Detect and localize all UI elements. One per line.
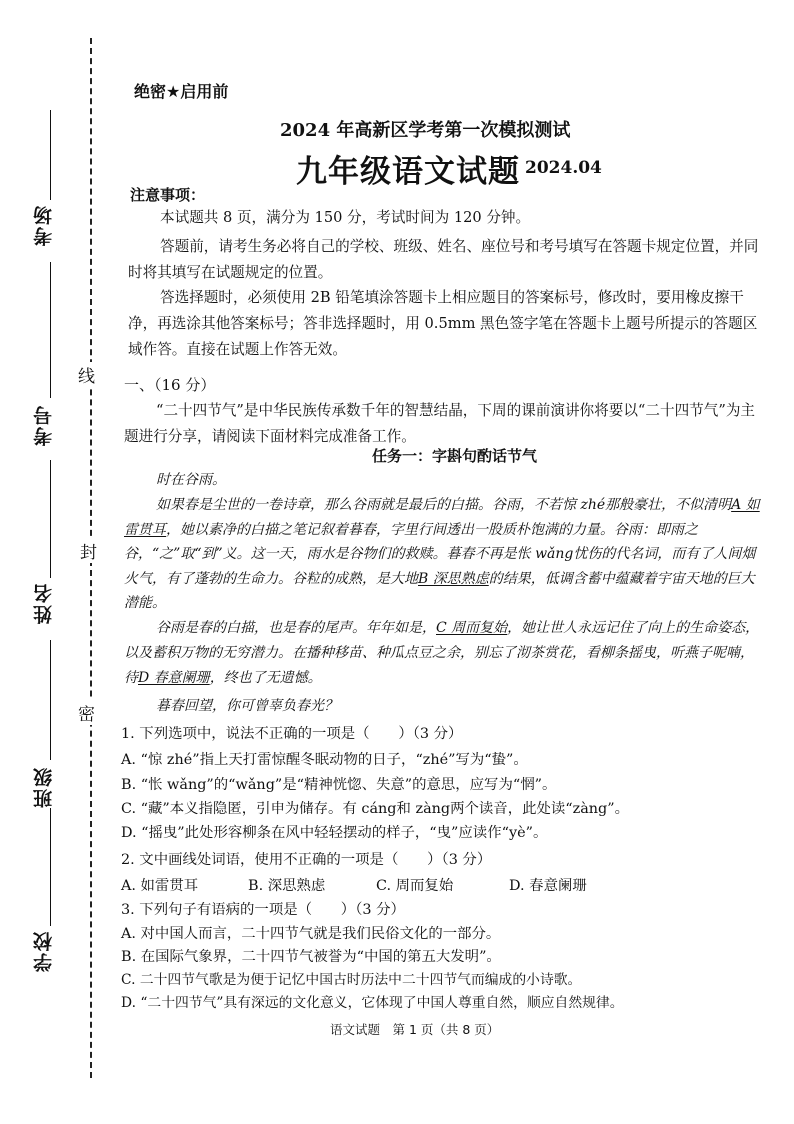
name-blank-line[interactable] — [50, 460, 51, 578]
para2-part-b: ，她让世人永远记住了向上的生命姿态，以及蓄积万物的无穷潜力。在播种移苗、种瓜点豆之余，别忘了沏茶赏花，看柳条摇曳，听燕子呢喃，待 — [124, 620, 760, 686]
seal-char-mi: 密 — [78, 700, 95, 725]
para2-part-c: ，终也了无遗憾。 — [209, 670, 322, 686]
class-label: 班级 — [33, 766, 55, 808]
q2-option-a[interactable]: A. 如雷贯耳 — [121, 878, 199, 894]
underlined-phrase-c: C 周而复始 — [436, 620, 508, 636]
class-blank-line[interactable] — [50, 640, 51, 760]
q1-option-d[interactable]: D. “摇曳”此处形容柳条在风中轻轻摆动的样子，“曳”应读作“yè”。 — [121, 825, 548, 841]
room-blank-line[interactable] — [50, 110, 51, 200]
q3-option-b[interactable]: B. 在国际气象界，二十四节气被誉为“中国的第五大发明”。 — [121, 949, 501, 965]
underlined-phrase-a: A 如雷贯耳 — [124, 497, 760, 538]
para1-part-a: 如果春是尘世的一卷诗章，那么谷雨就是最后的白描。谷雨，不若惊 zhé那般豪壮，不似清明 — [156, 497, 732, 513]
page-footer: 语文试题 第 1 页（共 8 页） — [330, 1022, 500, 1037]
notice-paragraph-2: 答题前，请考生务必将自己的学校、班级、姓名、座位号和考号填写在答题卡规定位置，并同时将其填写在试题规定的位置。 — [128, 238, 759, 281]
para2-part-a: 谷雨是春的白描，也是春的尾声。年年如是， — [156, 620, 436, 636]
school-label: 学校 — [33, 930, 55, 972]
q2-stem: 2. 文中画线处词语，使用不正确的一项是（ ）（3 分） — [121, 852, 492, 868]
q1-option-a[interactable]: A. “惊 zhé”指上天打雷惊醒冬眠动物的日子，“zhé”写为“蛰”。 — [121, 752, 528, 768]
q2-option-c[interactable]: C. 周而复始 — [376, 878, 454, 894]
q3-option-a[interactable]: A. 对中国人而言，二十四节气就是我们民俗文化的一部分。 — [121, 926, 501, 942]
passage-paragraph-3: 暮春回望，你可曾辜负春光？ — [156, 698, 338, 714]
notice-heading: 注意事项： — [130, 186, 206, 204]
q1-stem: 1. 下列选项中，说法不正确的一项是（ ）（3 分） — [121, 726, 463, 742]
notice-paragraph-1: 本试题共 8 页，满分为 150 分，考试时间为 120 分钟。 — [160, 209, 531, 226]
q1-option-b[interactable]: B. “怅 wǎng”的“wǎng”是“精神恍惚、失意”的意思，应写为“惘”。 — [121, 777, 557, 793]
room-label: 考场 — [33, 204, 55, 246]
q2-option-b[interactable]: B. 深思熟虑 — [248, 878, 326, 894]
name-label: 姓名 — [33, 582, 55, 624]
underlined-phrase-b: B 深思熟虑 — [418, 570, 489, 587]
exam-no-blank-line[interactable] — [50, 262, 51, 398]
para1-part-c: 的结果，低调含蓄中蕴藏着宇宙天地的巨大潜能。 — [124, 570, 755, 611]
q3-option-c[interactable]: C. 二十四节气歌是为便于记忆中国古时历法中二十四节气而编成的小诗歌。 — [121, 972, 582, 988]
exam-no-label: 考号 — [33, 404, 55, 446]
notice-paragraph-3: 答选择题时，必须使用 2B 铅笔填涂答题卡上相应题目的答案标号，修改时，要用橡皮擦干净，再选涂其他答案标号；答非选择题时，用 0.5mm 黑色签字笔在答题卡上题号所提示的答题区域作答。直接在试题上作答无效。 — [128, 289, 758, 358]
section-intro: “二十四节气”是中华民族传承数千年的智慧结晶，下周的课前演讲你将要以“二十四节气”为主题进行分享，请阅读下面材料完成准备工作。 — [124, 402, 756, 445]
underlined-phrase-d: D 春意阑珊 — [138, 670, 210, 686]
task-title: 任务一：字斟句酌话节气 — [372, 447, 538, 465]
passage-paragraph-2 — [124, 616, 764, 691]
para1-part-b: ，她以素净的白描之笔记叙着暮春，字里行间透出一股质朴饱满的力量。谷雨：即雨之谷，“之”取“到”义。这一天，雨水是谷物们的救赎。暮春不再是怅 wǎng忧伤的代名词，而有了人间烟火气，有了蓬勃的生命力。谷粒的成熟，是大地 — [124, 521, 756, 587]
section-heading: 一、（16 分） — [124, 376, 216, 394]
passage-paragraph-1 — [124, 493, 764, 616]
q3-option-d[interactable]: D. “二十四节气”具有深远的文化意义，它体现了中国人尊重自然，顺应自然规律。 — [121, 995, 624, 1011]
school-blank-line[interactable] — [50, 808, 51, 926]
paper-title: 九年级语文试题 — [296, 154, 520, 190]
exam-title: 2024 年高新区学考第一次模拟测试 — [280, 120, 571, 141]
q1-option-c[interactable]: C. “藏”本义指隐匿，引申为储存。有 cáng和 zàng两个读音，此处读“zàng”。 — [121, 801, 630, 817]
paper-date: 2024.04 — [525, 158, 602, 178]
q3-stem: 3. 下列句子有语病的一项是（ ）（3 分） — [121, 902, 405, 918]
secret-mark: 绝密★启用前 — [134, 82, 229, 101]
q2-option-d[interactable]: D. 春意阑珊 — [509, 878, 587, 894]
seal-char-xian: 线 — [78, 362, 95, 387]
passage-title: 时在谷雨。 — [156, 472, 226, 488]
seal-char-feng: 封 — [80, 538, 97, 563]
